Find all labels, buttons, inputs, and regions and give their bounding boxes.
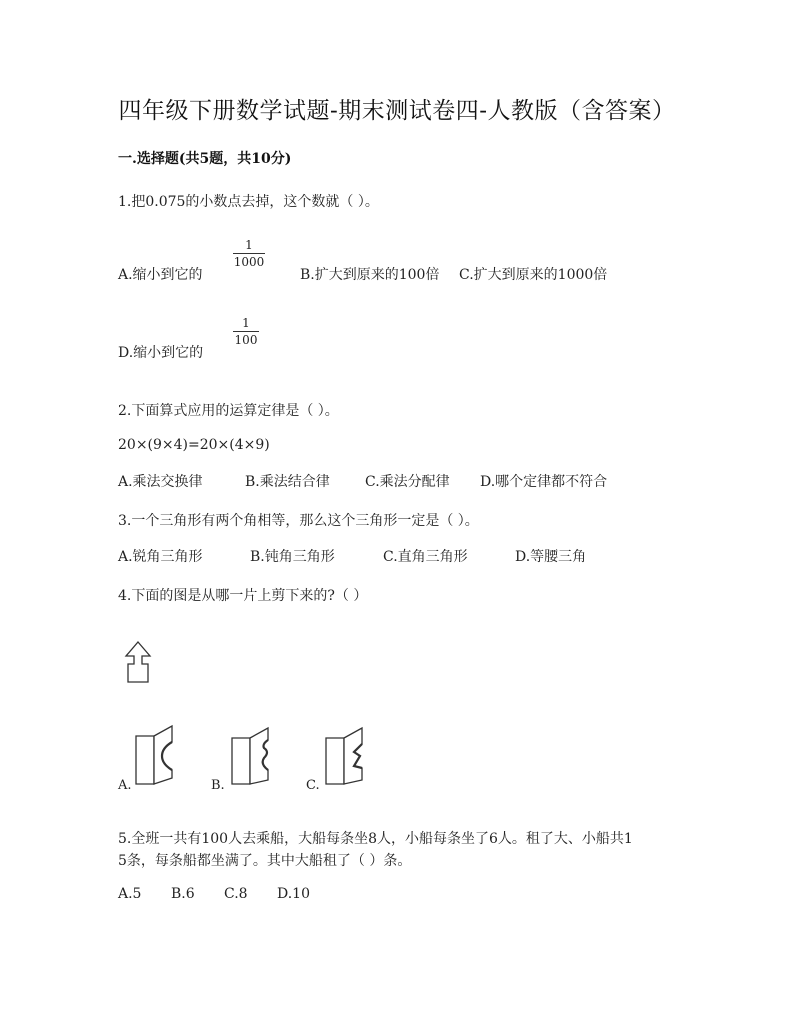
- q5-option-a: A.5: [118, 886, 142, 902]
- q1-option-d-text: D.缩小到它的: [118, 345, 204, 361]
- cutout-figure-icon: [118, 640, 158, 686]
- q2-option-b: B.乘法结合律: [245, 474, 330, 490]
- cutout-outline: [126, 642, 150, 682]
- q2-option-d: D.哪个定律都不符合: [480, 474, 608, 490]
- q1-option-d-fraction-numerator: 1: [242, 316, 250, 330]
- q5-stem-line-2: 5条，每条船都坐满了。其中大船租了（ ）条。: [118, 853, 412, 869]
- q2-option-c: C.乘法分配律: [365, 474, 450, 490]
- q3-option-d: D.等腰三角: [515, 549, 587, 565]
- q5-option-d: D.10: [277, 886, 310, 902]
- q5-option-c: C.8: [224, 886, 248, 902]
- q4-stem: 4.下面的图是从哪一片上剪下来的?（ ）: [118, 588, 368, 604]
- q1-option-a-fraction-denominator: 1000: [233, 255, 265, 269]
- paper-back: [232, 738, 250, 784]
- q4-option-a-label: A.: [118, 778, 132, 793]
- fraction-bar: [233, 331, 259, 332]
- folded-paper-a-icon: [132, 722, 184, 788]
- q5-option-b: B.6: [171, 886, 195, 902]
- q1-option-a-fraction-numerator: 1: [245, 238, 253, 252]
- q2-expression: 20×(9×4)=20×(4×9): [118, 437, 270, 453]
- q1-option-d: [118, 342, 203, 362]
- paper-back: [326, 738, 344, 784]
- q1-option-a: [118, 264, 203, 284]
- q3-option-a: A.锐角三角形: [118, 549, 203, 565]
- q1-option-c: C.扩大到原来的1000倍: [459, 267, 608, 283]
- q1-option-d-fraction-denominator: 100: [234, 333, 258, 347]
- q4-option-b-label: B.: [211, 778, 225, 793]
- fraction-bar: [233, 253, 265, 254]
- page-title: 四年级下册数学试题-期末测试卷四-人教版（含答案）: [118, 98, 676, 124]
- q1-option-d-fraction: [233, 316, 259, 347]
- q4-option-c-label: C.: [306, 778, 320, 793]
- q2-option-a: A.乘法交换律: [118, 474, 203, 490]
- q1-stem: 1.把0.075的小数点去掉，这个数就（ ）。: [118, 194, 379, 210]
- q1-option-b: B.扩大到原来的100倍: [300, 267, 440, 283]
- q2-stem: 2.下面算式应用的运算定律是（ ）。: [118, 403, 339, 419]
- q1-option-a-text: A.缩小到它的: [118, 267, 203, 283]
- q3-option-b: B.钝角三角形: [250, 549, 335, 565]
- folded-paper-b-icon: [226, 722, 278, 788]
- paper-back: [136, 736, 154, 784]
- q5-stem-line-1: 5.全班一共有100人去乘船，大船每条坐8人，小船每条坐了6人。租了大、小船共1: [118, 831, 633, 847]
- q3-stem: 3.一个三角形有两个角相等，那么这个三角形一定是（ ）。: [118, 513, 479, 529]
- section-heading: 一.选择题(共5题，共10分): [118, 151, 292, 167]
- folded-paper-c-icon: [320, 722, 372, 788]
- q1-option-a-fraction: [233, 238, 265, 269]
- q3-option-c: C.直角三角形: [383, 549, 468, 565]
